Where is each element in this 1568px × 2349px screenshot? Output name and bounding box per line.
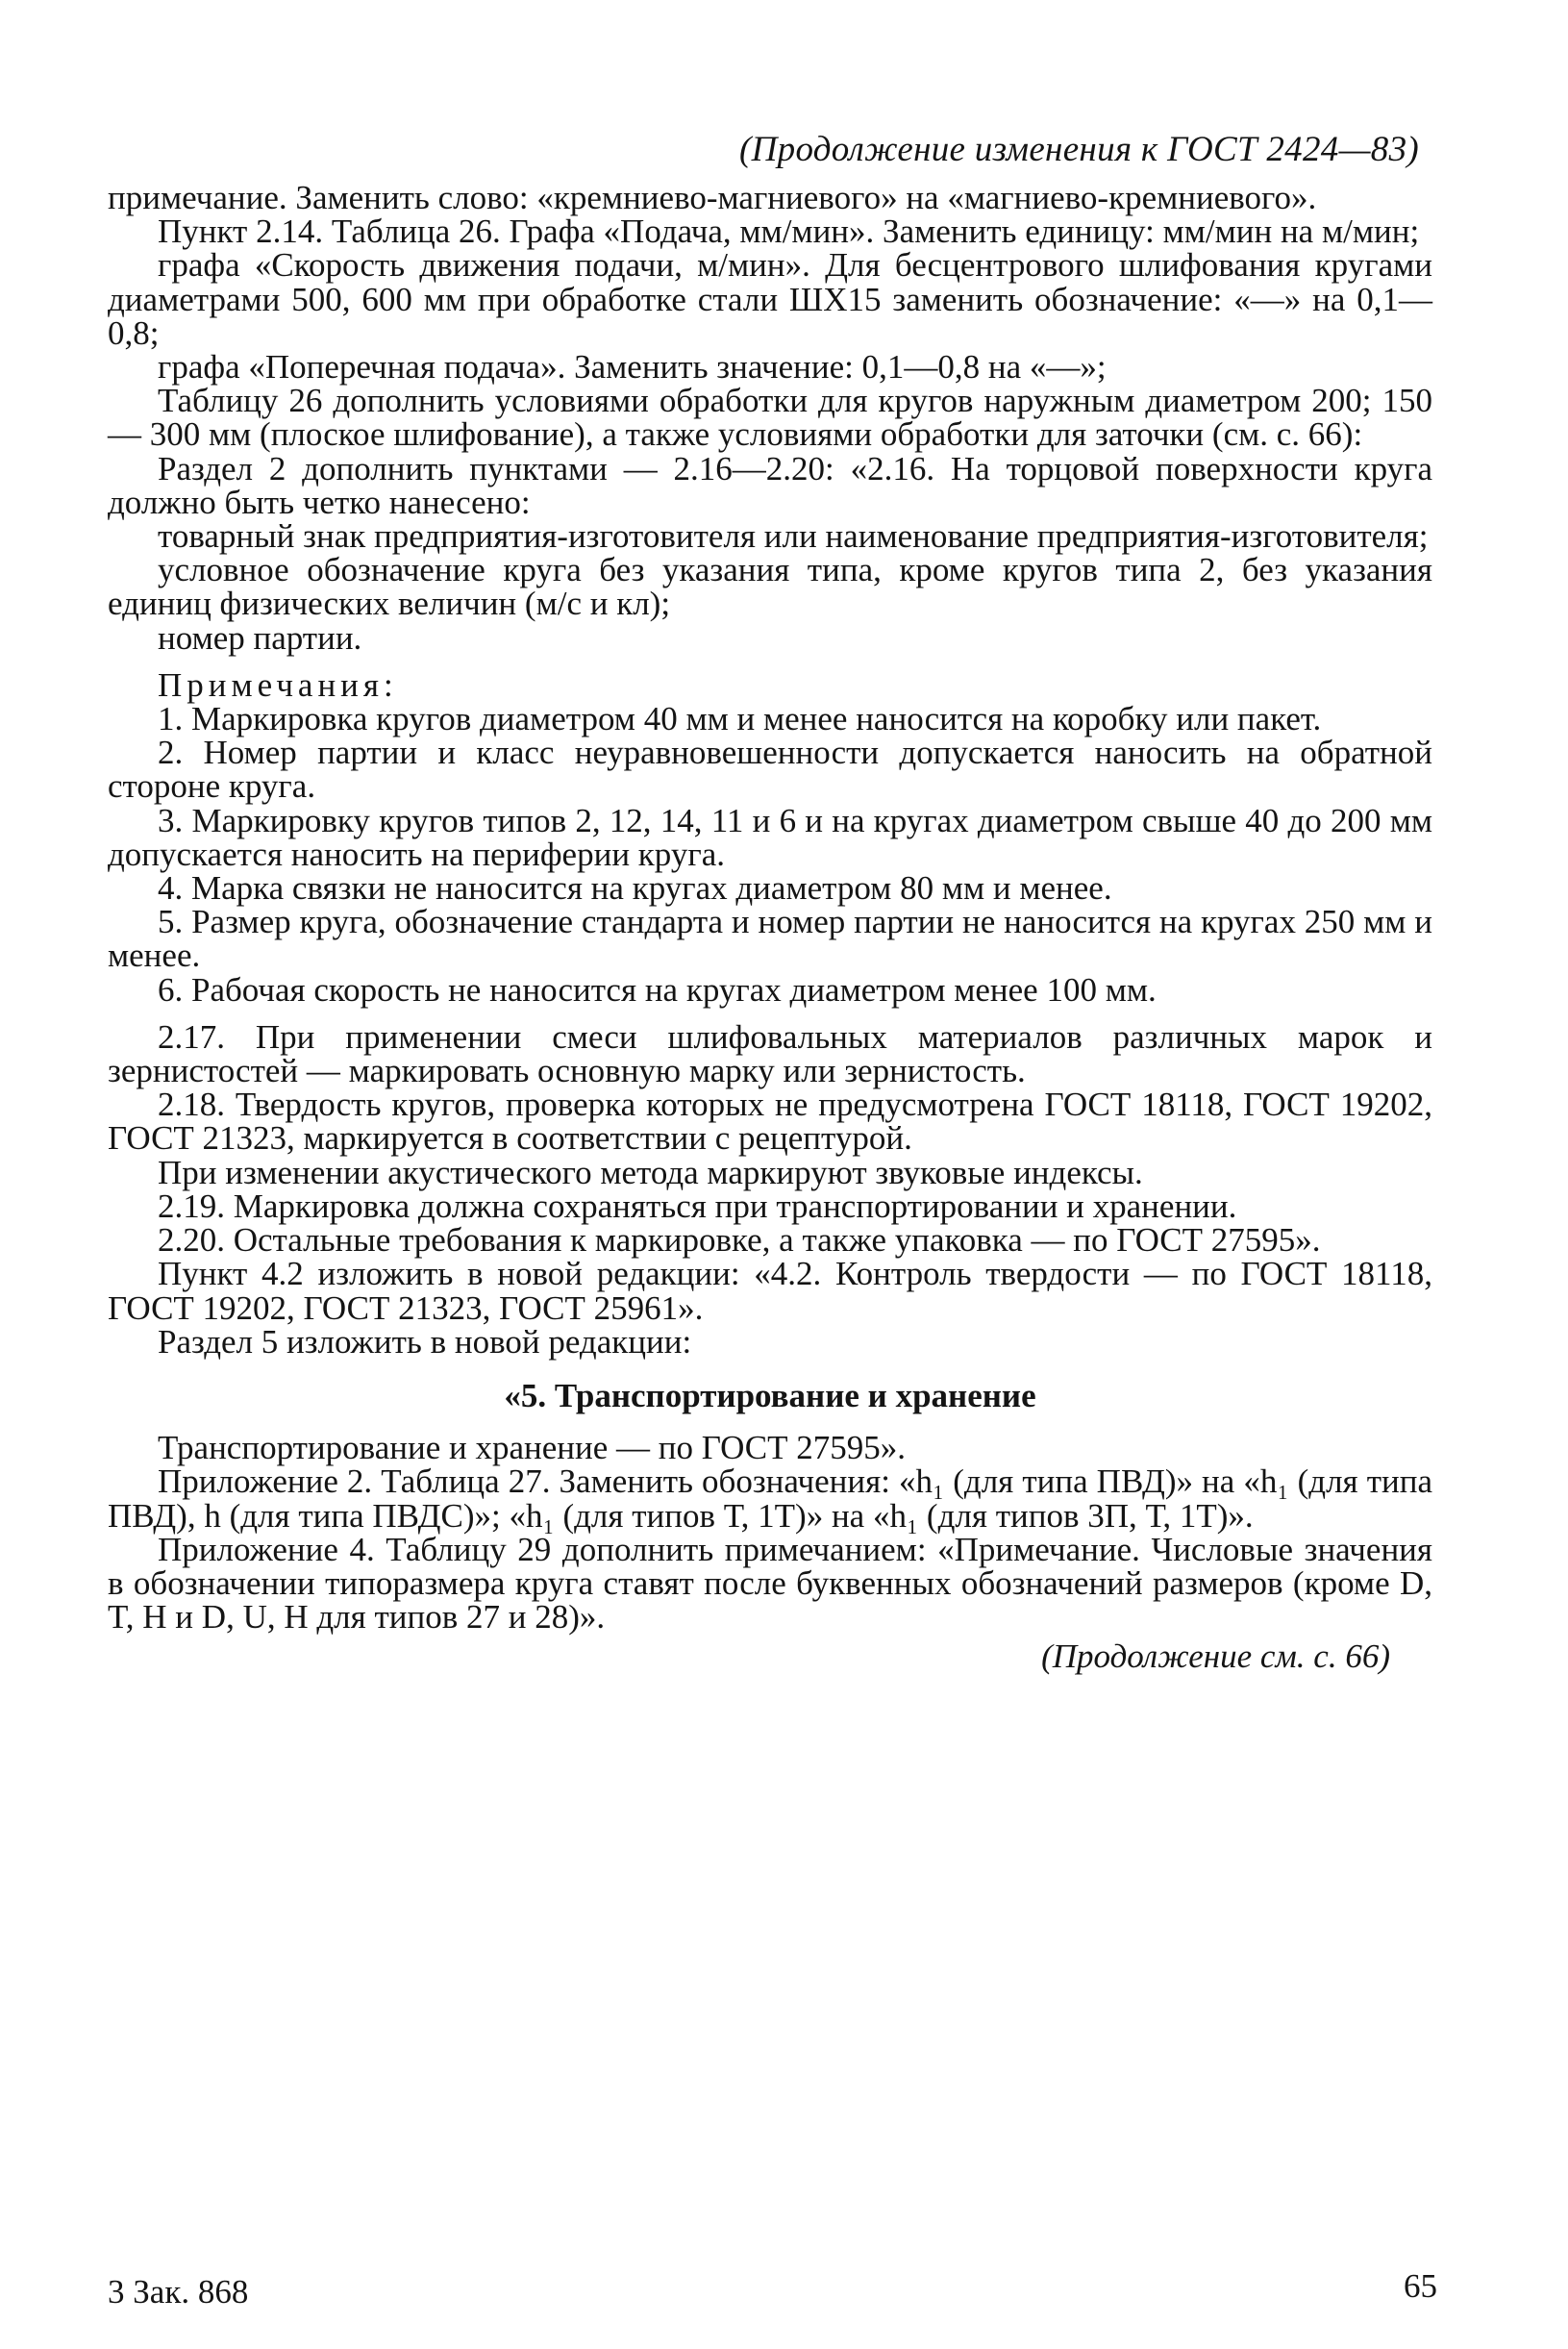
clause-2-17: 2.17. При применении смеси шлифовальных материалов различных марок и зернистостей — маркировать основную марку или зернистость. xyxy=(108,1017,1432,1090)
note-1: 1. Маркировка кругов диаметром 40 мм и менее наносится на коробку или пакет. xyxy=(158,700,1322,738)
paragraph-9: номер партии. xyxy=(158,618,362,657)
paragraph-section-5: Раздел 5 изложить в новой редакции: xyxy=(158,1322,692,1361)
paragraph-acoustic: При изменении акустического метода маркируют звуковые индексы. xyxy=(158,1153,1143,1191)
page-number: 65 xyxy=(1404,2267,1437,2305)
note-5: 5. Размер круга, обозначение стандарта и номер партии не наносится на кругах 250 мм и менее. xyxy=(108,903,1432,975)
running-header: (Продолжение изменения к ГОСТ 2424—83) xyxy=(739,130,1419,169)
note-4: 4. Марка связки не наносится на кругах диаметром 80 мм и менее. xyxy=(158,869,1112,908)
paragraph-appendix-2: Приложение 2. Таблица 27. Заменить обозначения: «h₁ (для типа ПВД)» на «h₁ (для типа ПВД), h (для типа ПВДС)»; «h₁ (для типов Т, 1Т)» на «h₁ (для типов 3П, Т, 1Т)». xyxy=(108,1462,1432,1535)
continuation-note: (Продолжение см. с. 66) xyxy=(1041,1637,1390,1676)
document-body xyxy=(108,181,1432,1674)
paragraph-4: графа «Поперечная подача». Заменить значение: 0,1—0,8 на «—»; xyxy=(158,348,1107,387)
paragraph-7: товарный знак предприятия-изготовителя или наименование предприятия-изготовителя; xyxy=(158,517,1429,556)
paragraph-6: Раздел 2 дополнить пунктами — 2.16—2.20: «2.16. На торцовой поверхности круга должно быть четко нанесено: xyxy=(108,449,1432,521)
paragraph-3: графа «Скорость движения подачи, м/мин». Для бесцентрового шлифования кругами диаметрами 500, 600 мм при обработке стали ШХ15 заменить обозначение: «—» на 0,1—0,8; xyxy=(108,246,1432,352)
paragraph-8: условное обозначение круга без указания типа, кроме кругов типа 2, без указания единиц физических величин (м/с и кл); xyxy=(108,551,1432,623)
paragraph-5: Таблицу 26 дополнить условиями обработки для кругов наружным диаметром 200; 150 — 300 мм (плоское шлифование), а также условиями обработки для заточки (см. с. 66): xyxy=(108,382,1432,454)
note-3: 3. Маркировку кругов типов 2, 12, 14, 11 и 6 и на кругах диаметром свыше 40 до 200 мм допускается наносить на периферии круга. xyxy=(108,801,1432,873)
notes-heading: Примечания: xyxy=(158,665,398,704)
order-number: 3 Зак. 868 xyxy=(108,2273,249,2311)
paragraph-item-4-2: Пункт 4.2 изложить в новой редакции: «4.2. Контроль твердости — по ГОСТ 18118, ГОСТ 19202, ГОСТ 21323, ГОСТ 25961». xyxy=(108,1255,1432,1327)
clause-2-19: 2.19. Маркировка должна сохраняться при транспортировании и хранении. xyxy=(158,1187,1237,1225)
note-2: 2. Номер партии и класс неуравновешенности допускается наносить на обратной стороне круга. xyxy=(108,734,1432,806)
paragraph-1: примечание. Заменить слово: «кремниево-магниевого» на «магниево-кремниевого». xyxy=(108,179,1317,216)
paragraph-transport: Транспортирование и хранение — по ГОСТ 27595». xyxy=(158,1429,907,1467)
clause-2-18: 2.18. Твердость кругов, проверка которых не предусмотрена ГОСТ 18118, ГОСТ 19202, ГОСТ 21323, маркируется в соответствии с рецептурой. xyxy=(108,1086,1432,1158)
clause-2-20: 2.20. Остальные требования к маркировке, а также упаковка — по ГОСТ 27595». xyxy=(158,1221,1321,1260)
paragraph-appendix-4: Приложение 4. Таблицу 29 дополнить примечанием: «Примечание. Числовые значения в обозначении типоразмера круга ставят после буквенных обозначений размеров (кроме D, T, H и D, U, H для типов 27 и 28)». xyxy=(108,1530,1432,1637)
note-6: 6. Рабочая скорость не наносится на кругах диаметром менее 100 мм. xyxy=(158,970,1157,1009)
paragraph-2: Пункт 2.14. Таблица 26. Графа «Подача, мм/мин». Заменить единицу: мм/мин на м/мин; xyxy=(158,212,1420,251)
section-5-title: «5. Транспортирование и хранение xyxy=(504,1376,1036,1414)
